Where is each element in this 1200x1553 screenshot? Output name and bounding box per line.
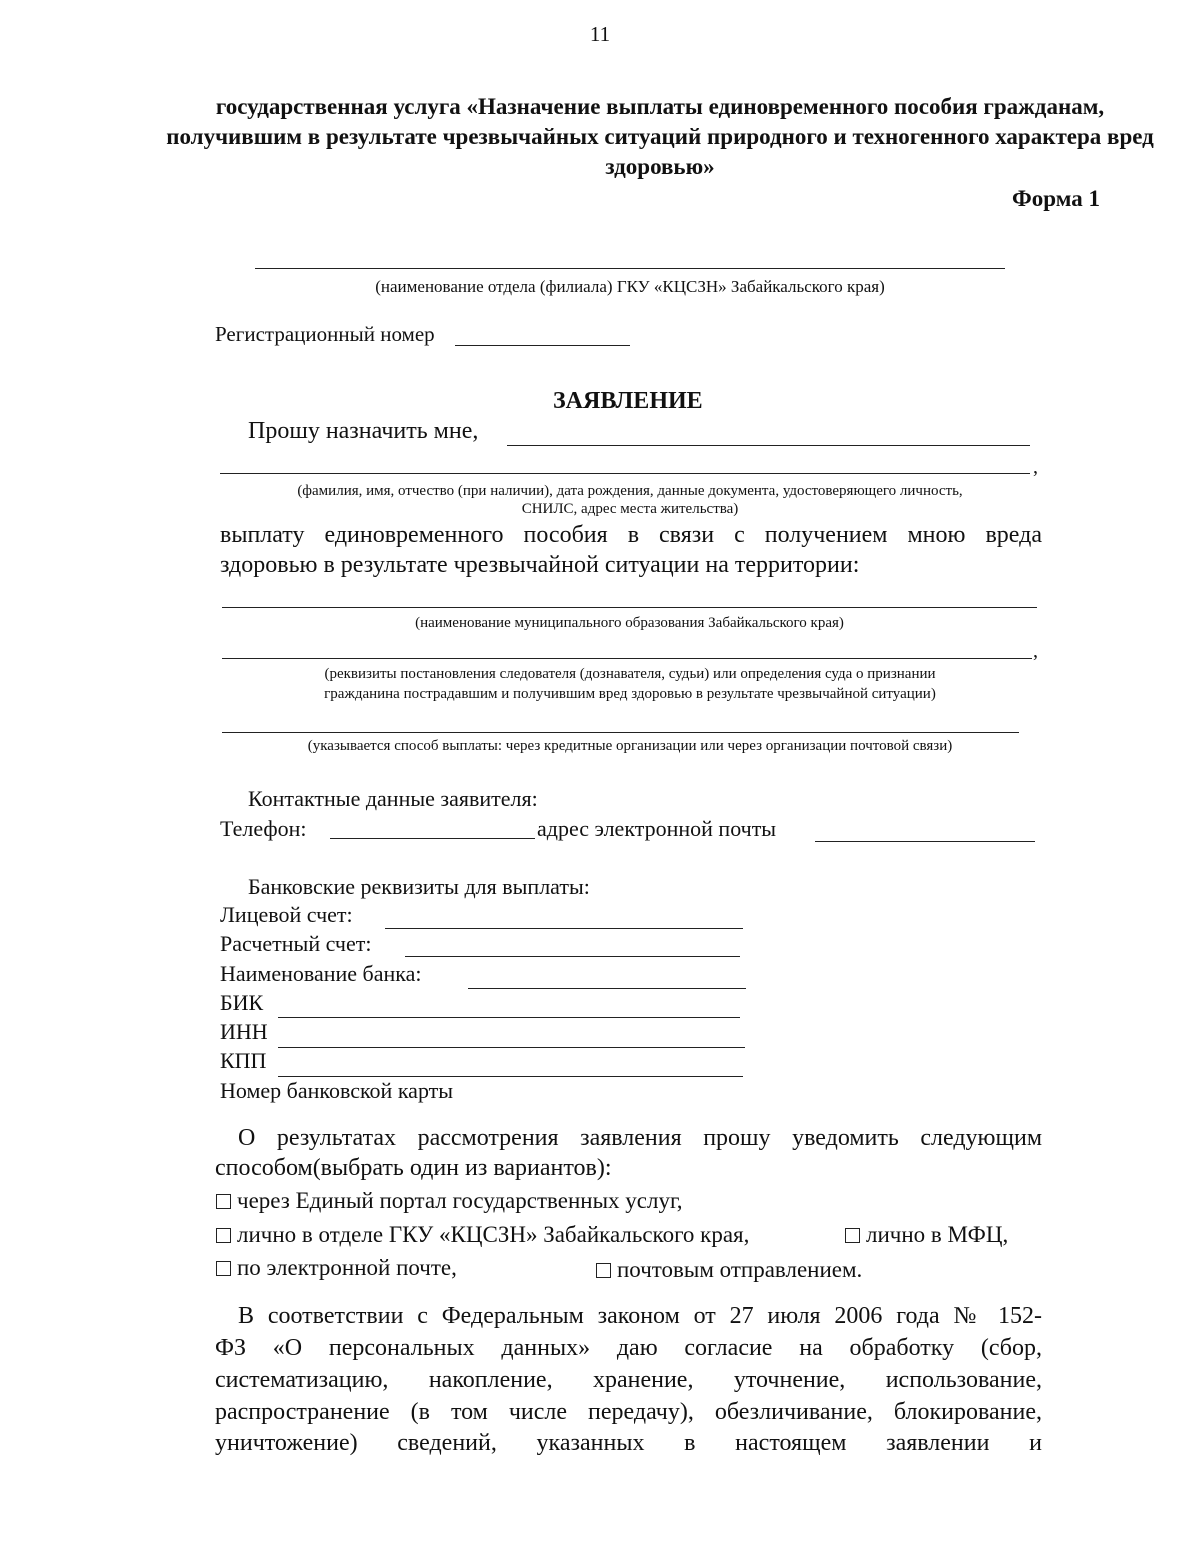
email-line[interactable] [815,841,1035,842]
bank-field-card: Номер банковской карты [220,1078,454,1103]
municipality-line[interactable] [222,607,1037,608]
settlement-line[interactable] [405,956,740,957]
option-label: лично в МФЦ, [866,1222,1009,1247]
name-line-2[interactable] [220,473,1030,474]
option-label: через Единый портал государственных услуг, [237,1188,683,1213]
consent-text-3: систематизацию, накопление, хранение, уточнение, использование, [215,1367,1042,1393]
bank-label: Банковские реквизиты для выплаты: [248,874,590,899]
phone-label: Телефон: [220,816,307,841]
bank-field-kpp: КПП [220,1048,267,1073]
page-number: 11 [589,22,611,46]
name-line-1[interactable] [507,445,1030,446]
option-post[interactable] [596,1257,862,1283]
option-email[interactable] [216,1255,457,1281]
notify-text-1: О результатах рассмотрения заявления прошу уведомить следующим [238,1125,1042,1151]
option-mfc[interactable] [845,1222,1008,1248]
comma: , [1033,456,1038,478]
person-caption-2: СНИЛС, адрес места жительства) [521,501,739,517]
account-line[interactable] [385,928,743,929]
consent-text-2: ФЗ «О персональных данных» даю согласие на обработку (сбор, [215,1335,1042,1361]
reg-number-label: Регистрационный номер [215,322,435,346]
person-caption-1: (фамилия, имя, отчество (при наличии), дата рождения, данные документа, удостоверяющего личность, [297,483,963,499]
department-line[interactable] [255,268,1005,269]
payment-text-1: выплату единовременного пособия в связи с получением мною вреда [220,522,1042,548]
contacts-label: Контактные данные заявителя: [248,786,538,811]
bank-field-bik: БИК [220,990,264,1015]
method-caption: (указывается способ выплаты: через кредитные организации или через организации почтовой связи) [307,738,953,754]
inn-line[interactable] [278,1047,745,1048]
notify-text-2: способом(выбрать один из вариантов): [215,1155,612,1181]
consent-text-5: уничтожение) сведений, указанных в настоящем заявлении и [215,1430,1042,1456]
service-title: государственная услуга «Назначение выплаты единовременного пособия гражданам, получившим в результате чрезвычайных ситуаций природного и техногенного характера вред здоровью» [166,94,1154,179]
phone-line[interactable] [330,838,535,839]
option-gosuslugi[interactable] [216,1188,683,1214]
option-label: лично в отделе ГКУ «КЦСЗН» Забайкальского края, [237,1222,750,1247]
checkbox-icon[interactable] [845,1228,860,1243]
bank-field-inn: ИНН [220,1019,268,1044]
municipality-caption: (наименование муниципального образования Забайкальского края) [415,615,844,631]
checkbox-icon[interactable] [216,1194,231,1209]
comma: , [1033,640,1038,662]
decree-caption-2: гражданина пострадавшим и получившим вред здоровью в результате чрезвычайной ситуации) [324,686,936,702]
request-label: Прошу назначить мне, [248,418,479,444]
checkbox-icon[interactable] [596,1263,611,1278]
kpp-line[interactable] [278,1076,743,1077]
payment-method-line[interactable] [222,732,1019,733]
consent-text-1: В соответствии с Федеральным законом от 27 июля 2006 года № 152- [238,1303,1042,1329]
consent-text-4: распространение (в том числе передачу), обезличивание, блокирование, [215,1399,1042,1425]
payment-text-2: здоровью в результате чрезвычайной ситуации на территории: [220,552,860,578]
email-label: адрес электронной почты [537,816,777,841]
department-caption: (наименование отдела (филиала) ГКУ «КЦСЗН» Забайкальского края) [375,277,885,296]
checkbox-icon[interactable] [216,1228,231,1243]
application-heading: ЗАЯВЛЕНИЕ [553,388,703,414]
bank-name-line[interactable] [468,988,746,989]
form-label: Форма 1 [1012,186,1100,211]
bik-line[interactable] [278,1017,740,1018]
bank-field-bank-name: Наименование банка: [220,961,422,986]
bank-field-account: Лицевой счет: [220,902,353,927]
bank-field-settlement: Расчетный счет: [220,931,372,956]
option-department[interactable] [216,1222,749,1248]
decree-caption-1: (реквизиты постановления следователя (дознавателя, судьи) или определения суда о признании [324,666,936,682]
decree-line[interactable] [222,658,1032,659]
checkbox-icon[interactable] [216,1261,231,1276]
option-label: почтовым отправлением. [617,1257,863,1282]
reg-number-line[interactable] [455,345,630,346]
option-label: по электронной почте, [237,1255,457,1280]
